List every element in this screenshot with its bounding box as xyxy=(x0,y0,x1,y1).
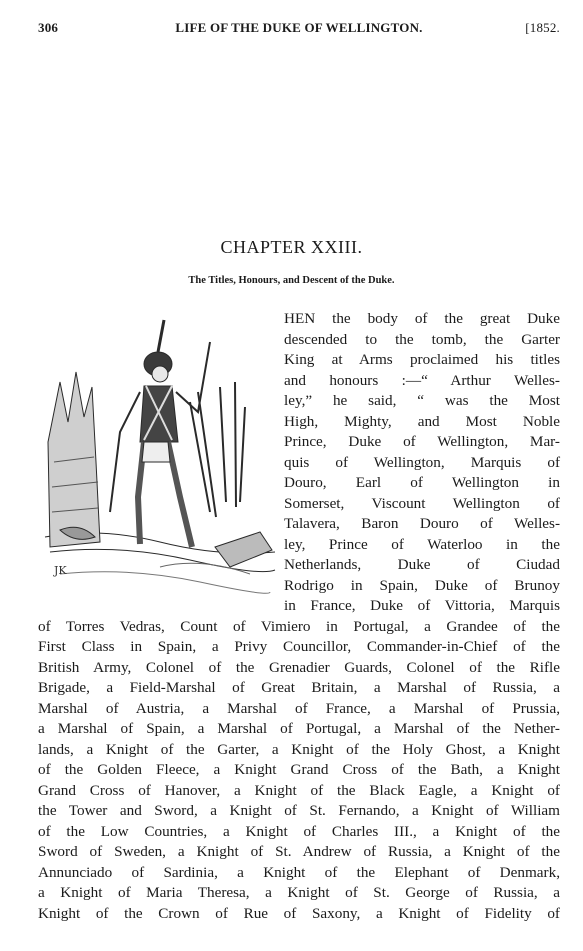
text-line: King at Arms proclaimed his titles xyxy=(284,351,560,368)
text-line: British Army, Colonel of the Grenadier Guards, Colonel of the Rifle xyxy=(38,658,560,676)
illustration-monogram: JK xyxy=(54,564,67,577)
text-line: Sword of Sweden, a Knight of St. Andrew of Russia, a Knight of the xyxy=(38,843,560,860)
text-line: descended to the tomb, the Garter xyxy=(284,330,560,348)
text-line: Rodrigo in Spain, Duke of Brunoy xyxy=(284,576,560,594)
text-line: ley,” he said, “ was the Most xyxy=(284,392,560,409)
page-number: 306 xyxy=(38,20,59,35)
text-line: Somerset, Viscount Wellington of xyxy=(284,494,560,512)
running-year: [1852. xyxy=(525,20,560,35)
text-line: ley, Prince of Waterloo in the xyxy=(284,535,560,553)
chapter-subtitle: The Titles, Honours, and Descent of the Duke. xyxy=(188,275,395,286)
text-line: a Marshal of Spain, a Marshal of Portugal, a Marshal of the Nether- xyxy=(38,720,560,737)
text-line: of the Golden Fleece, a Knight Grand Cross of the Bath, a Knight xyxy=(38,761,560,778)
text-line: quis of Wellington, Marquis of xyxy=(284,453,560,471)
text-line: Brigade, a Field-Marshal of Great Britain, a Marshal of Russia, a xyxy=(38,679,560,696)
text-line: Talavera, Baron Douro of Welles- xyxy=(284,515,560,532)
text-line: Prince, Duke of Wellington, Mar- xyxy=(284,433,560,450)
text-line: High, Mighty, and Most Noble xyxy=(284,412,560,430)
text-line: Netherlands, Duke of Ciudad xyxy=(284,556,560,573)
text-line: Annunciado of Sardinia, a Knight of the Elephant of Denmark, xyxy=(38,863,560,881)
text-line: Grand Cross of Hanover, a Knight of the Black Eagle, a Knight of xyxy=(38,781,560,799)
text-line: Douro, Earl of Wellington in xyxy=(284,474,560,491)
text-line: the Tower and Sword, a Knight of St. Fernando, a Knight of William xyxy=(38,802,560,819)
text-line: of the Low Countries, a Knight of Charles III., a Knight of the xyxy=(38,822,560,840)
text-line: of Torres Vedras, Count of Vimiero in Portugal, a Grandee of the xyxy=(38,617,560,635)
text-line: Knight of the Crown of Rue of Saxony, a Knight of Fidelity of xyxy=(38,904,560,922)
text-line: Marshal of Austria, a Marshal of France, a Marshal of Prussia, xyxy=(38,699,560,717)
text-line: in France, Duke of Vittoria, Marquis xyxy=(284,597,560,614)
text-line: HEN the body of the great Duke xyxy=(284,310,560,327)
text-line: lands, a Knight of the Garter, a Knight of the Holy Ghost, a Knight xyxy=(38,740,560,758)
chapter-title: CHAPTER XXIII. xyxy=(220,237,363,257)
text-line: a Knight of Maria Theresa, a Knight of St. George of Russia, a xyxy=(38,884,560,901)
text-line: First Class in Spain, a Privy Councillor, Commander-in-Chief of the xyxy=(38,638,560,655)
running-title: LIFE OF THE DUKE OF WELLINGTON. xyxy=(175,20,423,35)
text-line: and honours :—“ Arthur Welles- xyxy=(284,371,560,389)
